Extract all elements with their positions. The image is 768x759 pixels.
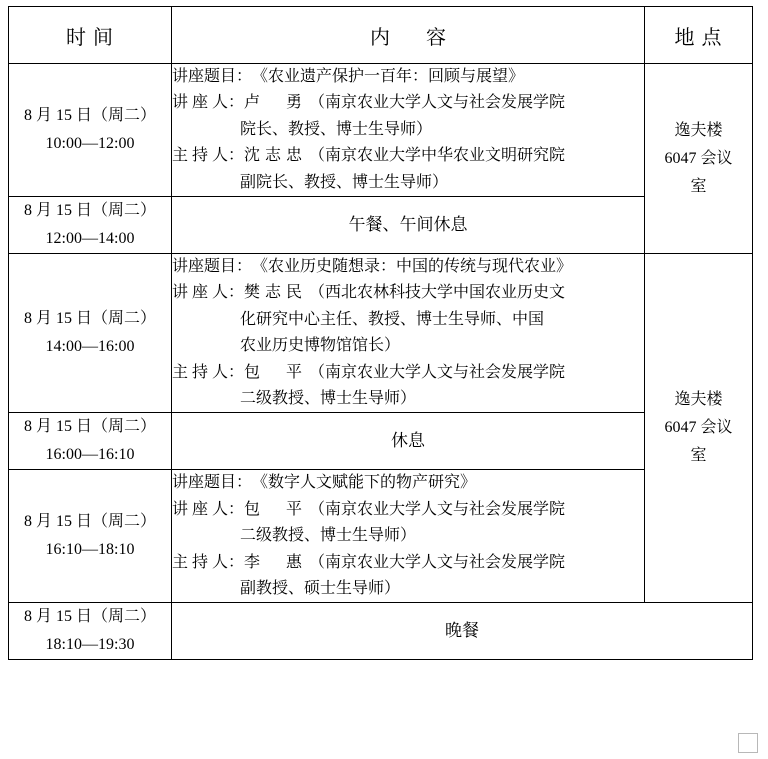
line-person: 李 惠	[244, 553, 308, 571]
cell-time	[9, 196, 172, 253]
content-line	[172, 254, 644, 280]
line-label: 讲 座 人：	[172, 500, 245, 518]
table-row	[9, 196, 753, 253]
schedule-sheet	[8, 6, 752, 660]
line-value: （南京农业大学中华农业文明研究院	[309, 147, 566, 165]
header-content: 内 容	[172, 7, 645, 64]
time-line: 12:00—14:00	[45, 229, 135, 247]
cell-content	[172, 254, 645, 413]
line-person: 包 平	[244, 363, 308, 381]
cell-content	[172, 470, 645, 603]
page-corner-mark	[738, 733, 758, 753]
line-label: 主 持 人：	[172, 363, 245, 381]
cell-time	[9, 603, 172, 660]
content-line	[172, 64, 644, 90]
cell-time	[9, 64, 172, 197]
line-value: 《农业遗产保护一百年：回顾与展望》	[252, 68, 525, 85]
content-line-cont: 副院长、教授、博士生导师）	[240, 173, 449, 191]
cell-place	[645, 254, 753, 603]
header-place: 地 点	[645, 7, 753, 64]
content-line	[172, 280, 644, 306]
time-line: 16:00—16:10	[45, 446, 135, 464]
time-line: 8 月 15 日（周二）	[23, 418, 156, 436]
cell-time	[9, 470, 172, 603]
content-line	[172, 90, 644, 116]
content-line-cont: 农业历史博物馆馆长）	[240, 337, 401, 355]
content-line-cont: 二级教授、博士生导师）	[240, 389, 417, 407]
place-line: 室	[690, 447, 707, 465]
cell-time	[9, 413, 172, 470]
time-line: 8 月 15 日（周二）	[23, 201, 156, 219]
line-label: 讲座题目：	[172, 68, 253, 85]
content-line	[172, 550, 644, 576]
table-row	[9, 64, 753, 197]
cell-content: 午餐、午间休息	[172, 196, 645, 253]
line-person: 卢 勇	[244, 94, 308, 112]
place-line: 6047 会议	[664, 149, 733, 167]
line-value: （南京农业大学人文与社会发展学院	[309, 94, 566, 112]
line-value: （西北农林科技大学中国农业历史文	[309, 284, 566, 302]
content-line	[172, 470, 644, 496]
content-line-cont: 院长、教授、博士生导师）	[240, 120, 433, 138]
content-line-cont: 二级教授、博士生导师）	[240, 527, 417, 545]
line-value: （南京农业大学人文与社会发展学院	[309, 363, 566, 381]
line-value: （南京农业大学人文与社会发展学院	[309, 553, 566, 571]
line-value: 《数字人文赋能下的物产研究》	[252, 474, 477, 492]
line-person: 包 平	[244, 500, 308, 518]
content-line	[172, 360, 644, 386]
table-row	[9, 254, 753, 413]
time-line: 8 月 15 日（周二）	[23, 513, 156, 531]
line-person: 沈志忠	[244, 147, 308, 165]
table-body	[9, 64, 753, 660]
cell-content	[172, 64, 645, 197]
header-time: 时 间	[9, 7, 172, 64]
content-line	[172, 143, 644, 169]
time-line: 8 月 15 日（周二）	[23, 106, 156, 124]
cell-content: 休息	[172, 413, 645, 470]
time-line: 14:00—16:00	[45, 338, 135, 356]
place-line: 6047 会议	[664, 419, 733, 437]
schedule-table	[8, 6, 753, 660]
table-header	[9, 7, 753, 64]
line-label: 讲座题目：	[172, 474, 253, 492]
cell-time	[9, 254, 172, 413]
line-value: （南京农业大学人文与社会发展学院	[309, 500, 566, 518]
line-person: 樊志民	[244, 284, 308, 302]
cell-content: 晚餐	[172, 603, 753, 660]
table-row	[9, 470, 753, 603]
time-line: 16:10—18:10	[45, 541, 135, 559]
content-line-cont: 副教授、硕士生导师）	[240, 579, 401, 597]
content-line	[172, 497, 644, 523]
cell-place	[645, 64, 753, 254]
line-label: 讲 座 人：	[172, 284, 245, 302]
table-row	[9, 413, 753, 470]
content-line-cont: 化研究中心主任、教授、博士生导师、中国	[240, 310, 545, 328]
time-line: 18:10—19:30	[45, 636, 135, 654]
place-line: 逸夫楼	[674, 121, 723, 139]
time-line: 10:00—12:00	[45, 134, 135, 152]
line-label: 讲 座 人：	[172, 94, 245, 112]
table-header-row	[9, 7, 753, 64]
place-line: 逸夫楼	[674, 391, 723, 409]
time-line: 8 月 15 日（周二）	[23, 608, 156, 626]
line-value: 《农业历史随想录：中国的传统与现代农业》	[252, 258, 573, 275]
time-line: 8 月 15 日（周二）	[23, 310, 156, 328]
line-label: 讲座题目：	[172, 258, 253, 275]
line-label: 主 持 人：	[172, 553, 245, 571]
table-row	[9, 603, 753, 660]
place-line: 室	[690, 177, 707, 195]
line-label: 主 持 人：	[172, 147, 245, 165]
